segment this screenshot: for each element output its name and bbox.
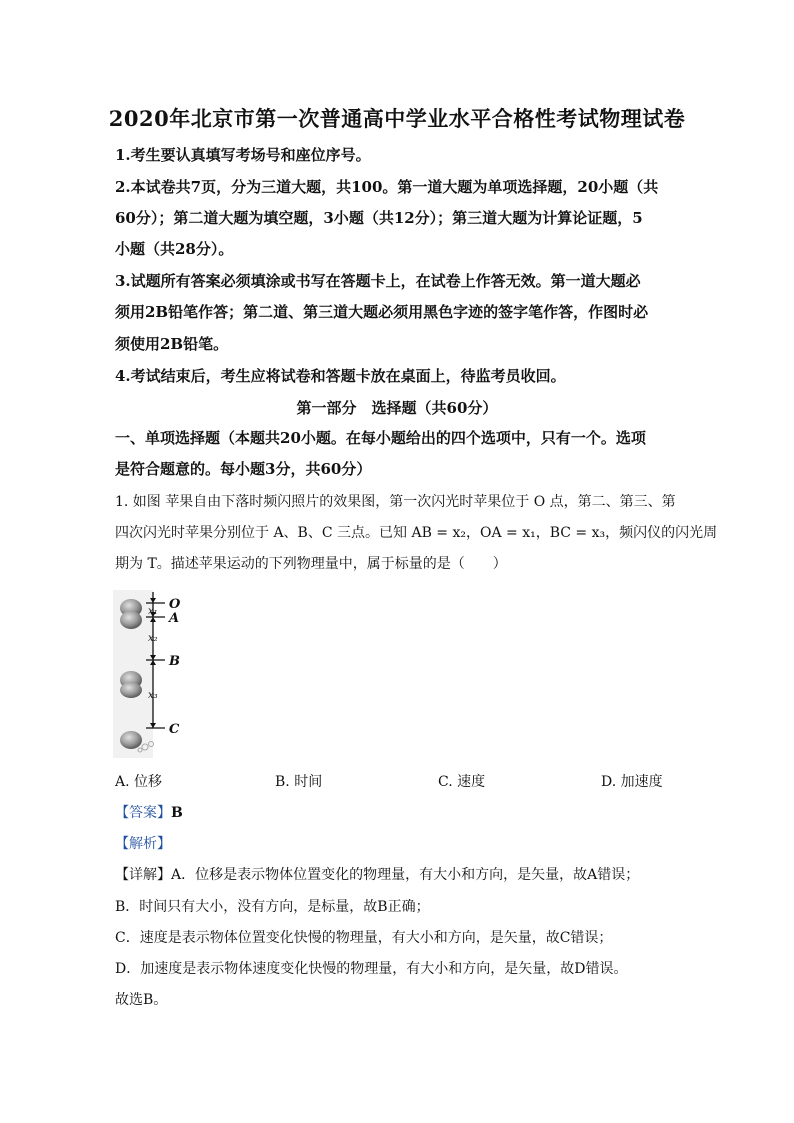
- option-a: A. 位移: [115, 774, 163, 790]
- answer-line: [115, 802, 685, 822]
- point-label-o: O: [169, 597, 181, 612]
- falling-apple-figure: [113, 590, 188, 758]
- section-heading: 一、单项选择题（本题共20小题。在每小题给出的四个选项中，只有一个。选项: [115, 429, 646, 447]
- apple-image: [120, 731, 142, 749]
- instruction-line: 2.本试卷共7页，分为三道大题，共100。第一道大题为单项选择题，20小题（共: [115, 178, 659, 196]
- instruction-line: 小题（共28分）。: [115, 240, 234, 258]
- apple-image: [120, 682, 142, 698]
- analysis-line: [115, 833, 685, 853]
- detail-line: 故选B。: [115, 992, 168, 1008]
- page-title: 2020年北京市第一次普通高中学业水平合格性考试物理试卷: [108, 106, 686, 131]
- distance-label-x2: x₂: [148, 633, 158, 644]
- detail-line: [115, 864, 685, 884]
- instruction-line: 须使用2B铅笔。: [115, 335, 229, 353]
- instruction-line: 须用2B铅笔作答；第二道、第三道大题必须用黑色字迹的签字笔作答，作图时必: [115, 303, 649, 321]
- option-b: B. 时间: [275, 774, 323, 790]
- instruction-line: 3.试题所有答案必须填涂或书写在答题卡上，在试卷上作答无效。第一道大题必: [115, 272, 641, 290]
- detail-line: C．速度是表示物体位置变化快慢的物理量，有大小和方向，是矢量，故C错误；: [115, 930, 613, 946]
- distance-label-x1: x₁: [148, 606, 158, 617]
- instruction-line: 4.考试结束后，考生应将试卷和答题卡放在桌面上，待监考员收回。: [115, 367, 566, 385]
- apple-image: [120, 611, 142, 629]
- question-line: 期为 T。描述苹果运动的下列物理量中，属于标量的是（ ）: [115, 556, 507, 572]
- detail-text: A．位移是表示物体位置变化的物理量，有大小和方向，是矢量，故A错误；: [171, 867, 640, 883]
- answer-tag: 【答案】: [115, 805, 171, 821]
- option-d: D. 加速度: [601, 774, 663, 790]
- detail-line: D．加速度是表示物体速度变化快慢的物理量，有大小和方向，是矢量，故D错误。: [115, 961, 628, 977]
- answer-value: B: [171, 805, 183, 821]
- distance-label-x3: x₃: [148, 690, 158, 701]
- instruction-line: 1.考生要认真填写考场号和座位序号。: [115, 146, 371, 164]
- point-label-c: C: [169, 722, 180, 737]
- point-label-a: A: [169, 611, 180, 626]
- option-c: C. 速度: [438, 774, 486, 790]
- analysis-tag: 【解析】: [115, 836, 171, 852]
- detail-tag: 【详解】: [115, 867, 171, 883]
- detail-line: B．时间只有大小，没有方向，是标量，故B正确；: [115, 899, 430, 915]
- point-label-b: B: [169, 654, 180, 669]
- instruction-line: 60分）；第二道大题为填空题，3小题（共12分）；第三道大题为计算论证题，5: [115, 209, 643, 227]
- part-title: 第一部分 选择题（共60分）: [296, 399, 498, 417]
- question-line: 1. 如图 苹果自由下落时频闪照片的效果图，第一次闪光时苹果位于 O 点，第二、第三、第: [115, 494, 676, 510]
- section-heading: 是符合题意的。每小题3分，共60分）: [115, 460, 372, 478]
- question-line: 四次闪光时苹果分别位于 A、B、C 三点。已知 AB = x₂，OA = x₁，BC = x₃，频闪仪的闪光周: [115, 525, 718, 541]
